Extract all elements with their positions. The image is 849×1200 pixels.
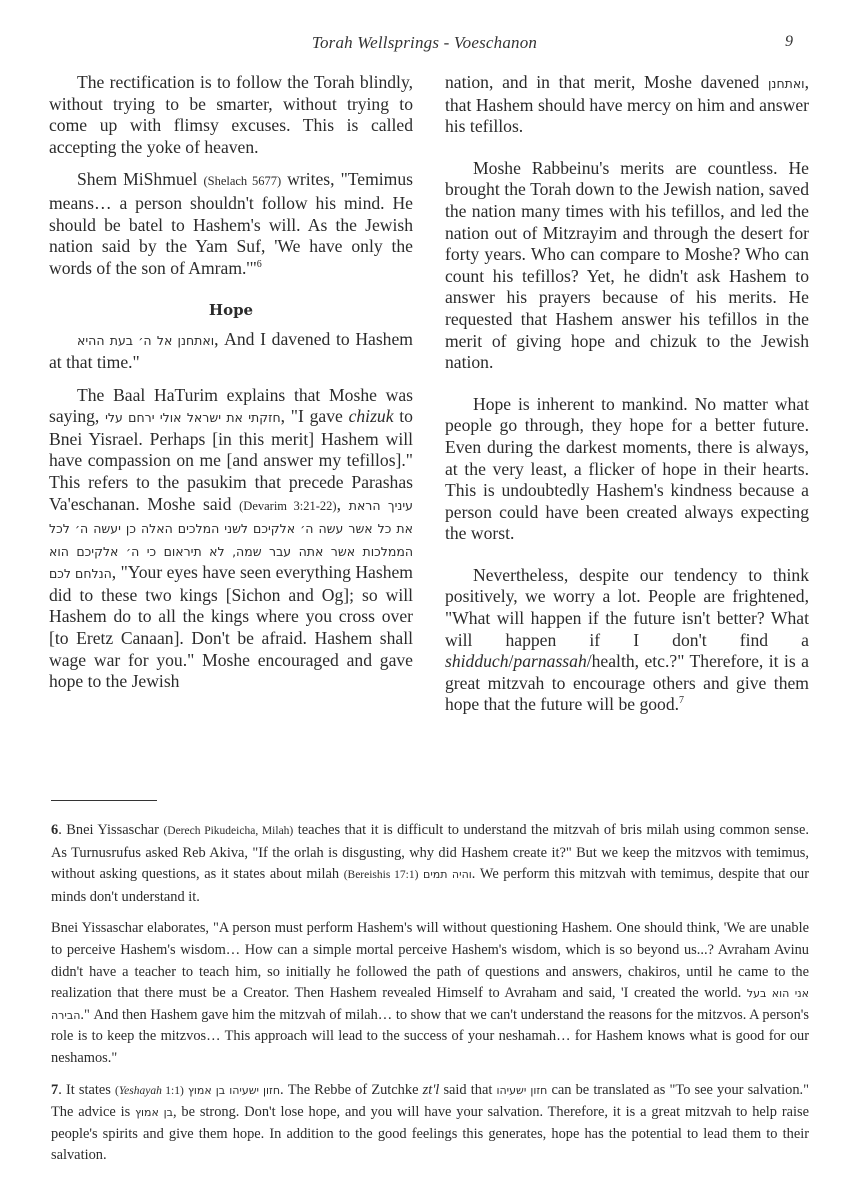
page-number: 9 [785,33,793,50]
footnote-7: 7. It states (Yeshayah 1:1) חזון ישעיהו בן אמוץ. The Rebbe of Zutchke zt'l said that חזון ישעיהו can be translated as "To see your salvation." The advice is בן אמוץ, be strong. Don't lose hope, and you will have your salvation. Therefore, it is a great mitzvah to help raise people's spirits and give them hope. In addition to the good feelings this generates, hope has the potential to lead them to their salvation. [51,1081,809,1164]
paragraph-shem-mishmuel: Shem MiShmuel (Shelach 5677) writes, "Temimus means… a person shouldn't follow his mind. He should be batel to Hashem's will. As the Jewish nation said by the Yam Suf, 'We have only the words of the son of Amram.'"$^6$ [49,169,414,278]
hebrew-text: בן אמוץ [135,1106,173,1120]
citation: (Yeshayah 1:1) [115,1084,184,1097]
citation: (Shelach 5677) [203,174,282,189]
citation: (Devarim 3:21-22) [239,498,337,513]
hebrew-text: חזון ישעיהו [496,1083,548,1097]
hebrew-text: ואתחנן [768,76,805,91]
footnote-number: 7 [51,1081,59,1098]
citation: (Derech Pikudeicha, Milah) [163,825,294,837]
paragraph-nevertheless: Nevertheless, despite our tendency to think positively, we worry a lot. People are frightened, "What will happen if the future isn't better? What will happen if I don't find a shidduch/parnassah/health, etc.?" Therefore, it is a great mitzvah to encourage others and give them hope that the future will be good.$^7$ [445,564,809,715]
left-column [49,72,413,693]
hebrew-text: אני הוא בעל הבירה [51,987,809,1022]
paragraph-hope-inherent: Hope is inherent to mankind. No matter what people go through, they hope for a better future. Even during the darkest moments, there is always, at the very least, a flicker of hope in their hearts. This is undoubtedly Hashem's kindness because a person could have been created always expecting the worst. [445,393,809,544]
hebrew-text: חזון ישעיהו בן אמוץ [188,1083,281,1097]
footnote-number: 6 [51,822,59,838]
hebrew-text: והיה תמים [423,868,472,882]
paragraph-parashah-begins: ואתחנן אל ה׳ בעת ההיא, And I davened to Hashem at that time." [49,329,413,372]
running-header [0,33,849,57]
section-heading-hope: Hope [208,301,254,320]
paragraph-rectification: The rectification is to follow the Torah blindly, without trying to be smarter, without trying to come up with flimsy excuses. This is called accepting the yoke of heaven. [49,72,413,157]
footnote-divider [51,800,157,801]
footnote-6-continued: Bnei Yissaschar elaborates, "A person must perform Hashem's will without questioning Hashem. One should think, 'We are unable to perceive Hashem's wisdom… How can a simple mortal perceive Hashem's wisdom, which is so beyond us...? Avraham Avinu didn't have a teacher to teach him, so initially he followed the path of questions and answers, chakiros, until he came to the realization that there must be a Creator. Then Hashem revealed Himself to Avraham and said, 'I created the world. אני הוא בעל הבירה." And then Hashem gave him the mitzvah of milah… to show that we can't understand the reasons for the mitzvos. A person's role is to keep the mitzvos… This approach will lead to the success of your neshamah… for Hashem knows what is good for our neshamos." [51,920,809,1066]
paragraph-baal-haturim: The Baal HaTurim explains that Moshe was saying, חזקתי את ישראל אולי ירחם עלי, "I gave chizuk to Bnei Yisrael. Perhaps [in this merit] Hashem will have compassion on me [and answer my tefillos]." This refers to the pasukim that precede Parashas Va'eschanan. Moshe said (Devarim 3:21-22), עיניך הראת את כל אשר עשה ה׳ אלקיכם לשני המלכים האלה כן יעשה ה׳ לכל הממלכות אשר אתה עבר שמה, לא תיראום כי ה׳ אלקיכם הוא הנלחם לכם, "Your eyes have seen everything Hashem did to these two kings [Sichon and Og]; so will Hashem do to all the kings where you cross over [to Eretz Canaan]. Don't be afraid. Hashem shall wage war for you." Moshe encouraged and gave hope to the Jewish [49,384,413,692]
paragraph-continued: nation, and in that merit, Moshe davened ואתחנן, that Hashem should have mercy on him and answer his tefillos. [445,72,809,137]
right-column [445,72,809,716]
footnotes [51,820,809,1167]
footnote-6: 6. Bnei Yissaschar (Derech Pikudeicha, Milah) teaches that it is difficult to understand the mitzvah of bris milah using common sense. As Turnusrufus asked Reb Akiva, "If the orlah is disgusting, why did Hashem create it?" But we keep the mitzvos with temimus, without asking questions, as it states about milah (Bereishis 17:1) והיה תמים. We perform this mitzvah with temimus, despite that our minds don't understand it. [51,822,809,905]
hebrew-quote: עיניך הראת את כל אשר עשה ה׳ אלקיכם לשני המלכים האלה כן יעשה ה׳ לכל הממלכות אשר אתה עבר שמה, לא תיראום כי ה׳ אלקיכם הוא הנלחם לכם [49,497,413,582]
footnote-ref-7[interactable]: 7 [679,695,685,707]
hebrew-text: ואתחנן אל ה׳ בעת ההיא [77,333,215,349]
book-title: Torah Wellsprings - Voeschanon [311,33,538,52]
footnote-ref-6[interactable]: 6 [256,258,262,270]
citation: (Bereishis 17:1) [343,869,419,882]
paragraph-moshe-merits: Moshe Rabbeinu's merits are countless. He brought the Torah down to the Jewish nation, saved the nation many times with his tefillos, and led the nation out of Mitzrayim and through the desert for forty years. Who can compare to Moshe? Who can count his tefillos? Yet, he didn't ask Hashem to answer his prayers because of his merits. He requested that Hashem answer his tefillos in the merit of giving hope and chizuk to the Jewish nation. [445,157,809,373]
hebrew-text: חזקתי את ישראל אולי ירחם עלי [105,410,281,426]
